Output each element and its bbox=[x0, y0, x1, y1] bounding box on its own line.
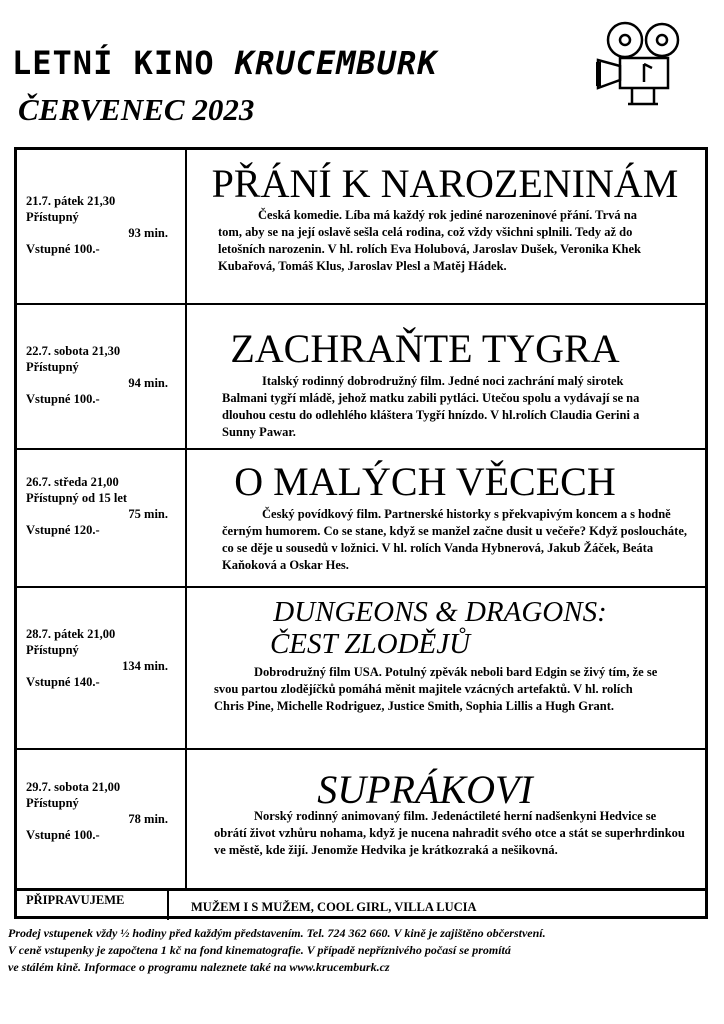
screening-info bbox=[26, 626, 176, 690]
upcoming-label: PŘIPRAVUJEME bbox=[26, 893, 125, 907]
footer-line: ve stálém kině. Informace o programu naleznete také na www.krucemburk.cz bbox=[8, 960, 390, 974]
screening-info bbox=[26, 193, 176, 257]
price: Vstupné 120.- bbox=[26, 523, 100, 537]
film-description: Český povídkový film. Partnerské historky s překvapivým koncem a s hodně černým humorem. Co se stane, když se manžel začne dusit u večeře? Když posloucháte, co se děje u sousedů v ložnici. V hl. rolích Vanda Hybnerová, Jakub Žáček, Beáta Kaňoková a Oskar Hes. bbox=[222, 507, 687, 572]
film-row bbox=[17, 450, 705, 588]
film-camera-icon bbox=[592, 18, 686, 108]
film-title: PŘÁNÍ K NAROZENINÁM bbox=[211, 161, 679, 206]
screening-info bbox=[26, 779, 176, 843]
price: Vstupné 100.- bbox=[26, 392, 100, 406]
film-title-line2: ČEST ZLODĚJŮ bbox=[269, 628, 471, 660]
price: Vstupné 100.- bbox=[26, 242, 100, 256]
price: Vstupné 140.- bbox=[26, 675, 100, 689]
age-rating: Přístupný bbox=[26, 643, 79, 657]
screening-info bbox=[26, 343, 176, 407]
film-row bbox=[17, 750, 705, 890]
program-table bbox=[14, 147, 708, 919]
duration: 94 min. bbox=[128, 376, 168, 390]
screening-info bbox=[26, 474, 176, 538]
film-row bbox=[17, 588, 705, 750]
upcoming-titles: MUŽEM I S MUŽEM, COOL GIRL, VILLA LUCIA bbox=[191, 900, 477, 914]
date-time: 21.7. pátek 21,30 bbox=[26, 194, 116, 208]
age-rating: Přístupný od 15 let bbox=[26, 491, 128, 505]
film-row bbox=[17, 150, 705, 305]
duration: 78 min. bbox=[128, 812, 168, 826]
duration: 134 min. bbox=[122, 659, 168, 673]
date-time: 29.7. sobota 21,00 bbox=[26, 780, 121, 794]
cinema-title bbox=[12, 44, 438, 82]
film-title: O MALÝCH VĚCECH bbox=[234, 459, 616, 504]
film-description: Italský rodinný dobrodružný film. Jedné noci zachrání malý sirotek Balmani tygří mládě, jehož matku zabili pytláci. Utečou spolu a vydávají se na dlouhou cestu do odlehlého kláštera Tygří hnízdo. V hl.rolích Claudia Gerini a Sunny Pawar. bbox=[222, 374, 640, 439]
row-divider bbox=[17, 888, 705, 891]
age-rating: Přístupný bbox=[26, 210, 79, 224]
footer-line: Prodej vstupenek vždy ½ hodiny před každým představením. Tel. 724 362 660. V kině je zajištěno občerstvení. bbox=[8, 926, 546, 940]
film-title-line1: DUNGEONS & DRAGONS: bbox=[273, 596, 607, 628]
film-title: ZACHRAŇTE TYGRA bbox=[230, 326, 620, 371]
price: Vstupné 100.- bbox=[26, 828, 100, 842]
film-description: Norský rodinný animovaný film. Jedenáctileté herní nadšenkyni Hedvice se obrátí život vzhůru nohama, když je nucena nahradit svého otce a stát se superhrdinkou ve městě, kde žijí. Jenomže Hedvika je krátkozraká a nešikovná. bbox=[214, 809, 685, 857]
duration: 75 min. bbox=[128, 507, 168, 521]
title-town: KRUCEMBURK bbox=[234, 44, 438, 82]
upcoming-divider bbox=[167, 890, 169, 920]
title-plain: LETNÍ KINO bbox=[12, 44, 215, 82]
month-subtitle: ČERVENEC 2023 bbox=[18, 92, 255, 127]
date-time: 22.7. sobota 21,30 bbox=[26, 344, 121, 358]
film-description: Česká komedie. Líba má každý rok jediné narozeninové přání. Trvá na tom, aby se na její oslavě sešla celá rodina, což vždy všichni splnili. Tedy až do letošních narozenin. V hl. rolích Eva Holubová, Jaroslav Dušek, Veronika Khek Kubařová, Tomáš Klus, Jaroslav Plesl a Matěj Hádek. bbox=[218, 208, 642, 273]
age-rating: Přístupný bbox=[26, 796, 79, 810]
date-time: 26.7. středa 21,00 bbox=[26, 475, 119, 489]
film-title: SUPRÁKOVI bbox=[317, 767, 533, 812]
footer-line: V ceně vstupenky je započtena 1 kč na fond kinematografie. V případě nepříznivého počasí se promítá bbox=[8, 943, 511, 957]
footer-note bbox=[8, 925, 546, 976]
film-description: Dobrodružný film USA. Potulný zpěvák neboli bard Edgin se živý tím, že se svou partou zlodějíčků pomáhá měnit majitele vzácných artefaktů. V hl. rolích Chris Pine, Michelle Rodriguez, Justice Smith, Sophia Lillis a Hugh Grant. bbox=[214, 665, 658, 713]
duration: 93 min. bbox=[128, 226, 168, 240]
age-rating: Přístupný bbox=[26, 360, 79, 374]
date-time: 28.7. pátek 21,00 bbox=[26, 627, 116, 641]
film-row bbox=[17, 305, 705, 450]
